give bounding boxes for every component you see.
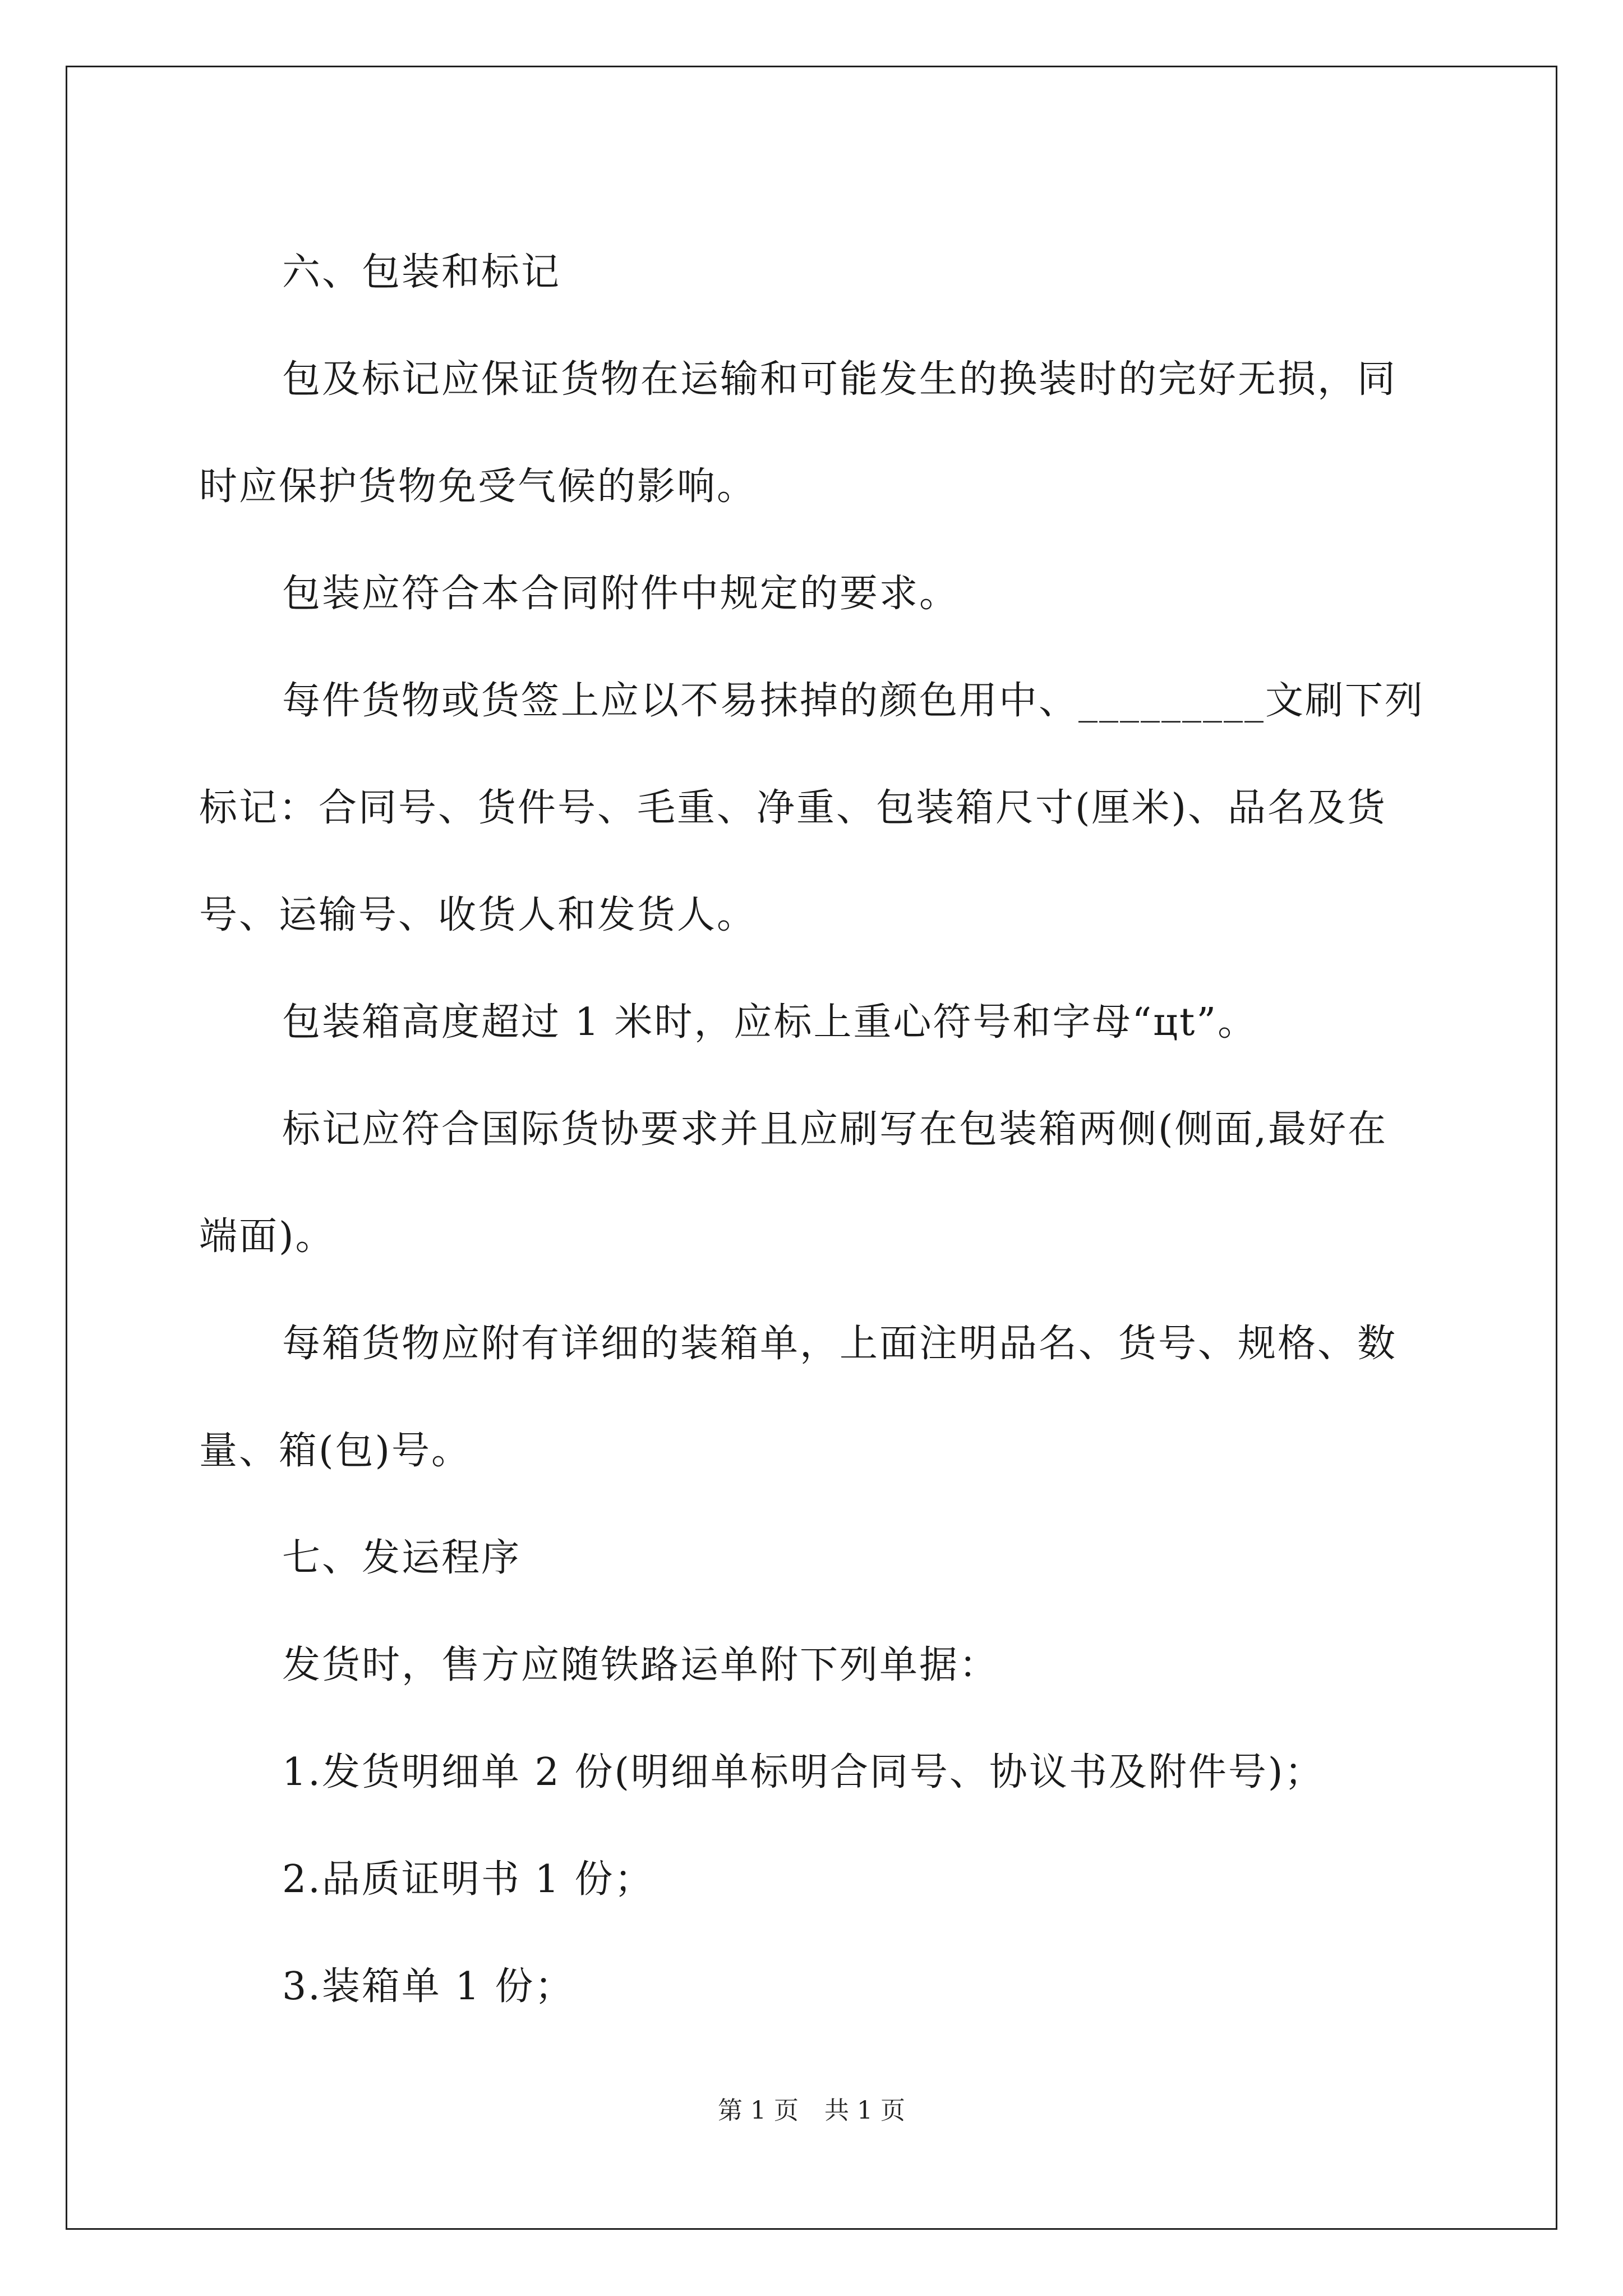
text-line: 号、运输号、收货人和发货人。: [199, 893, 757, 937]
section-heading-packaging: 六、包装和标记: [282, 250, 561, 295]
text-line: 量、箱(包)号。: [199, 1429, 472, 1473]
list-item: 2.品质证明书 1 份；: [282, 1857, 654, 1902]
text-line: 包及标记应保证货物在运输和可能发生的换装时的完好无损，同: [282, 357, 1398, 402]
text-line: 每箱货物应附有详细的装箱单，上面注明品名、货号、规格、数: [282, 1322, 1398, 1366]
text-line: 每件货物或货签上应以不易抹掉的颜色用中、_________文刷下列: [282, 679, 1425, 723]
page-number-current: 第 1 页: [718, 2096, 799, 2125]
page-number-total: 共 1 页: [824, 2096, 905, 2125]
text-line: 包装应符合本合同附件中规定的要求。: [282, 572, 960, 616]
text-line: 时应保护货物免受气候的影响。: [199, 464, 757, 509]
list-item: 3.装箱单 1 份；: [282, 1964, 575, 2009]
text-line: 标记：合同号、货件号、毛重、净重、包装箱尺寸(厘米)、品名及货: [199, 786, 1387, 830]
text-line: 端面)。: [199, 1214, 335, 1259]
list-item: 1.发货明细单 2 份(明细单标明合同号、协议书及附件号)；: [282, 1750, 1325, 1795]
section-heading-shipping: 七、发运程序: [282, 1536, 522, 1580]
page-footer: [0, 2094, 1623, 2128]
text-line: 发货时，售方应随铁路运单附下列单据：: [282, 1643, 999, 1687]
document-body: [199, 219, 1430, 2040]
text-line: 标记应符合国际货协要求并且应刷写在包装箱两侧(侧面,最好在: [282, 1107, 1388, 1152]
text-line: 包装箱高度超过 1 米时，应标上重心符号和字母“цt”。: [282, 1000, 1258, 1045]
